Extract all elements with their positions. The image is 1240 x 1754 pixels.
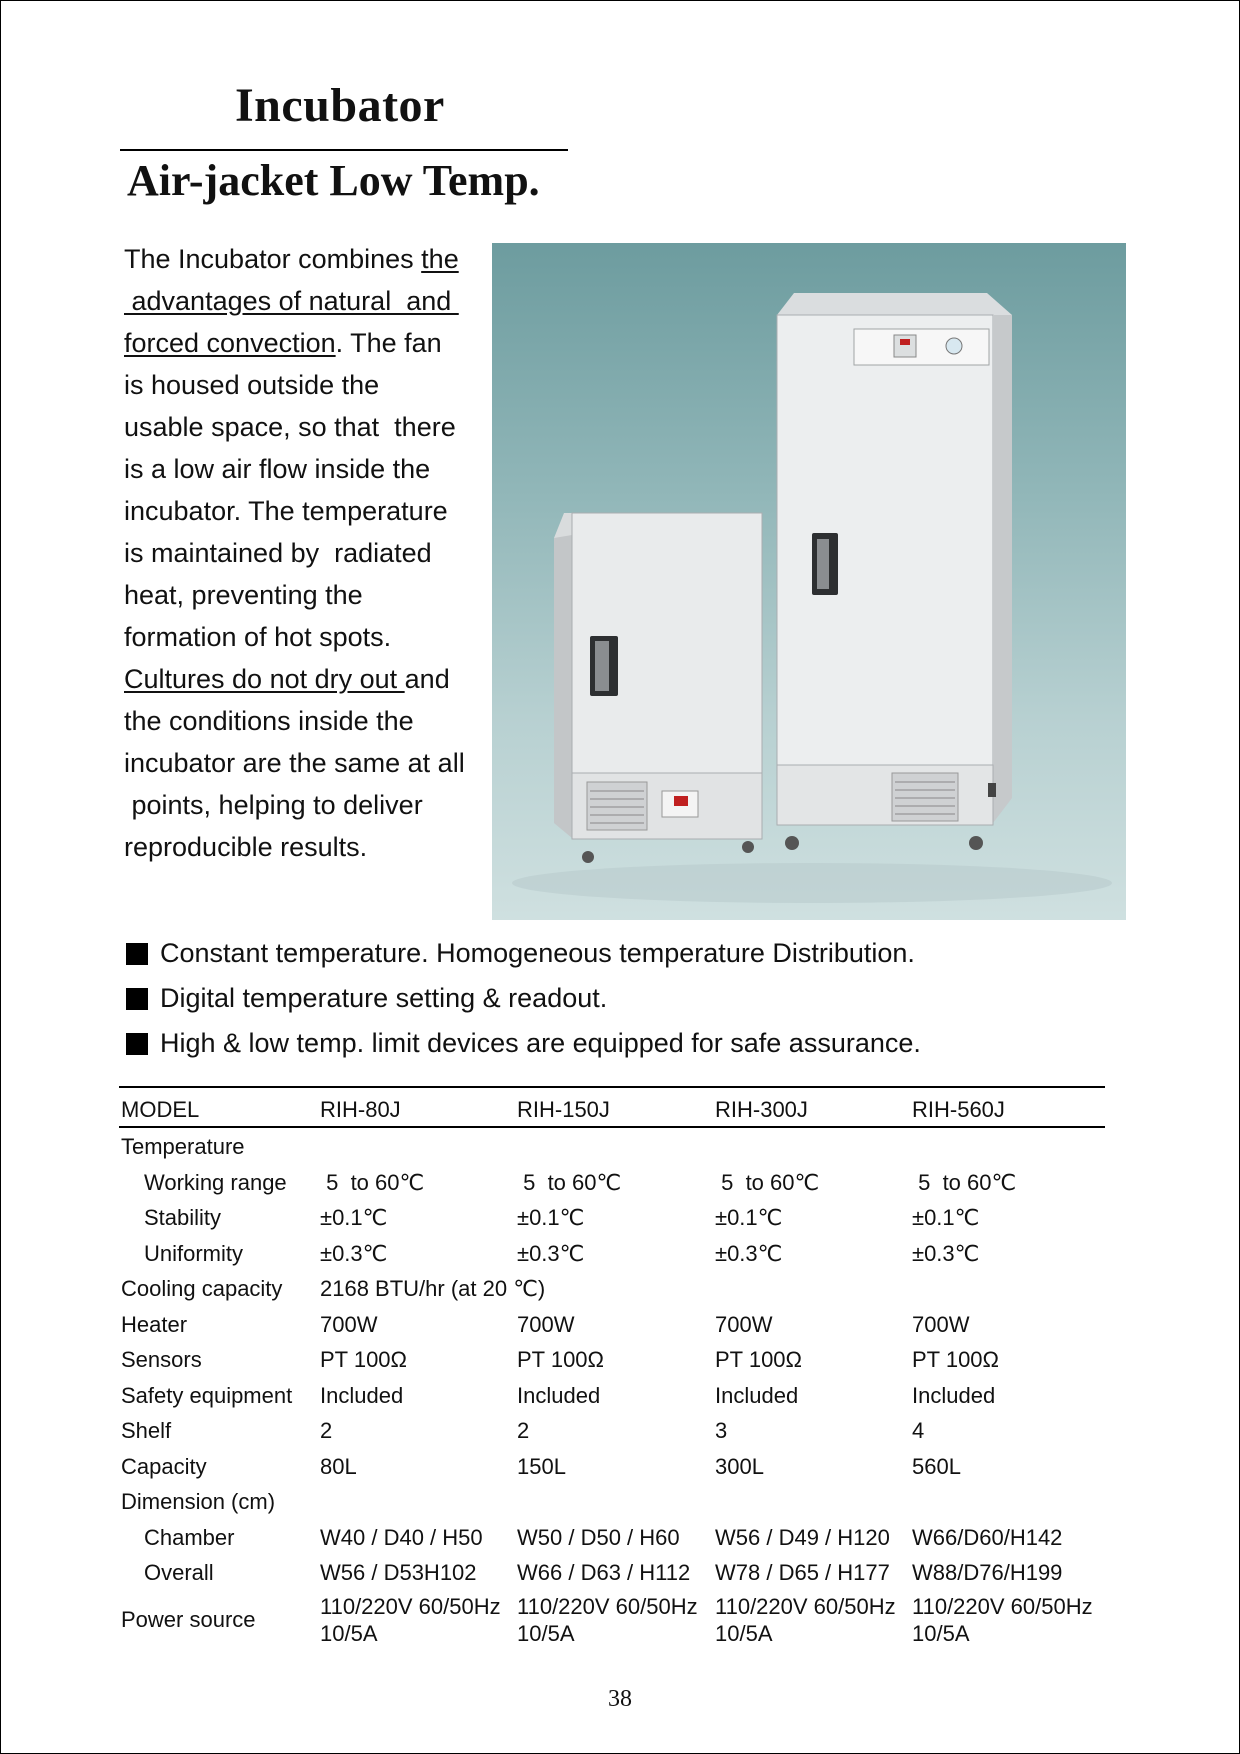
- row-label: Overall: [144, 1560, 214, 1585]
- intro-text: usable space, so that there: [124, 412, 456, 442]
- table-cell: ±0.3℃: [912, 1240, 980, 1266]
- underlined-text: forced convection: [124, 328, 336, 358]
- table-cell: 4: [912, 1418, 925, 1443]
- feature-item: [126, 931, 921, 976]
- intro-line: [124, 280, 494, 322]
- row-label: Capacity: [121, 1453, 207, 1479]
- intro-line: [124, 742, 494, 784]
- intro-text: is maintained by radiated: [124, 538, 432, 568]
- intro-line: [124, 490, 494, 532]
- row-label: Sensors: [121, 1347, 202, 1372]
- table-cell: ±0.1℃: [320, 1205, 388, 1230]
- intro-text: incubator are the same at all: [124, 748, 465, 778]
- row-label: Dimension (cm): [121, 1489, 276, 1514]
- intro-text: reproducible results.: [124, 832, 368, 862]
- table-row: [119, 1412, 1105, 1448]
- underlined-text: advantages of natural and: [124, 286, 459, 316]
- table-cell: Included: [517, 1382, 601, 1408]
- intro-text: formation of hot spots.: [124, 622, 392, 652]
- row-label: Stability: [144, 1205, 222, 1230]
- table-row: [119, 1306, 1105, 1342]
- table-cell: 110/220V 60/50Hz 10/5A: [912, 1593, 1093, 1646]
- table-row: [119, 1235, 1105, 1271]
- table-cell: 110/220V 60/50Hz 10/5A: [715, 1593, 896, 1646]
- table-row: [119, 1519, 1105, 1555]
- intro-text: . The fan: [335, 328, 442, 358]
- table-cell: 2: [320, 1418, 333, 1443]
- intro-text: the conditions inside the: [124, 706, 414, 736]
- specification-table: [119, 1086, 1105, 1644]
- intro-text: is housed outside the: [124, 370, 380, 400]
- page-subtitle: Air-jacket Low Temp.: [127, 156, 540, 205]
- header-cell: RIH-80J: [320, 1097, 401, 1122]
- intro-text: heat, preventing the: [124, 580, 363, 610]
- table-cell: ±0.3℃: [517, 1240, 585, 1266]
- table-cell: 150L: [517, 1453, 566, 1479]
- row-label: Cooling capacity: [121, 1276, 283, 1301]
- table-row: [119, 1554, 1105, 1590]
- table-row: [119, 1164, 1105, 1200]
- header-cell: RIH-560J: [912, 1097, 1005, 1122]
- large-incubator: [777, 293, 1012, 850]
- table-row: [119, 1483, 1105, 1519]
- table-cell: 2: [517, 1418, 530, 1443]
- intro-line: [124, 574, 494, 616]
- table-cell: 5 to 60℃: [320, 1169, 425, 1195]
- intro-line: [124, 784, 494, 826]
- intro-text: incubator. The temperature: [124, 496, 448, 526]
- table-cell: PT 100Ω: [912, 1347, 999, 1372]
- table-body: [119, 1128, 1105, 1590]
- feature-item: [126, 976, 921, 1021]
- table-cell: PT 100Ω: [517, 1347, 604, 1372]
- table-row: [119, 1448, 1105, 1484]
- table-cell: W66/D60/H142: [912, 1524, 1063, 1550]
- table-cell: ±0.3℃: [320, 1240, 388, 1266]
- bullet-square-icon: [126, 988, 148, 1010]
- table-cell: 110/220V 60/50Hz 10/5A: [517, 1593, 698, 1646]
- table-cell: ±0.1℃: [517, 1205, 585, 1230]
- table-cell: W56 / D49 / H120: [715, 1524, 890, 1550]
- intro-line: [124, 238, 494, 280]
- table-cell: ±0.1℃: [912, 1205, 980, 1230]
- row-label: Shelf: [121, 1418, 172, 1443]
- bullet-square-icon: [126, 943, 148, 965]
- table-cell: 560L: [912, 1453, 961, 1479]
- title-divider: [120, 149, 568, 151]
- table-cell: PT 100Ω: [320, 1347, 407, 1372]
- header-cell: RIH-300J: [715, 1097, 808, 1122]
- table-cell: 300L: [715, 1453, 764, 1479]
- table-row: [119, 1128, 1105, 1164]
- row-label: Chamber: [144, 1524, 235, 1550]
- feature-list: [126, 931, 921, 1066]
- table-row: [119, 1341, 1105, 1377]
- intro-line: [124, 406, 494, 448]
- feature-text: High & low temp. limit devices are equipped for safe assurance.: [160, 1028, 921, 1058]
- small-incubator: [554, 513, 762, 863]
- table-header-row: [119, 1088, 1105, 1126]
- underlined-text: Cultures do not dry out: [124, 664, 405, 694]
- table-cell: W88/D76/H199: [912, 1560, 1063, 1585]
- table-cell: ±0.1℃: [715, 1205, 783, 1230]
- underlined-text: the: [421, 244, 459, 274]
- intro-line: [124, 616, 494, 658]
- table-cell: Included: [715, 1382, 799, 1408]
- intro-paragraph: [124, 238, 494, 868]
- table-cell: 700W: [715, 1311, 773, 1337]
- table-row: [119, 1199, 1105, 1235]
- table-row-power: [119, 1590, 1105, 1644]
- page-number: 38: [608, 1686, 632, 1712]
- feature-text: Digital temperature setting & readout.: [160, 983, 608, 1013]
- intro-line: [124, 826, 494, 868]
- row-label: Working range: [144, 1169, 287, 1195]
- intro-line: [124, 532, 494, 574]
- table-cell: Included: [912, 1382, 996, 1408]
- table-cell: Included: [320, 1382, 404, 1408]
- table-cell: W50 / D50 / H60: [517, 1524, 680, 1550]
- intro-text: and: [404, 664, 450, 694]
- table-row: [119, 1270, 1105, 1306]
- table-cell: 700W: [320, 1311, 378, 1337]
- header-cell: MODEL: [121, 1097, 200, 1122]
- incubator-illustration: [492, 243, 1126, 920]
- row-label: Uniformity: [144, 1240, 244, 1266]
- table-row: [119, 1377, 1105, 1413]
- feature-text: Constant temperature. Homogeneous temperature Distribution.: [160, 938, 915, 968]
- table-cell: 3: [715, 1418, 728, 1443]
- row-label: Heater: [121, 1311, 188, 1337]
- table-cell: W78 / D65 / H177: [715, 1560, 890, 1585]
- page-title: Incubator: [235, 79, 445, 132]
- table-cell: ±0.3℃: [715, 1240, 783, 1266]
- table-cell: 2168 BTU/hr (at 20 ℃): [320, 1276, 546, 1301]
- table-cell: 110/220V 60/50Hz 10/5A: [320, 1593, 501, 1646]
- table-cell: 700W: [517, 1311, 575, 1337]
- intro-text: points, helping to deliver: [124, 790, 423, 820]
- table-cell: W56 / D53H102: [320, 1560, 477, 1585]
- intro-line: [124, 448, 494, 490]
- table-cell: PT 100Ω: [715, 1347, 802, 1372]
- table-cell: W40 / D40 / H50: [320, 1524, 483, 1550]
- intro-line: [124, 658, 494, 700]
- table-cell: 5 to 60℃: [715, 1169, 820, 1195]
- row-label: Temperature: [121, 1134, 245, 1159]
- intro-line: [124, 322, 494, 364]
- header-cell: RIH-150J: [517, 1097, 610, 1122]
- intro-text: is a low air flow inside the: [124, 454, 431, 484]
- table-cell: 5 to 60℃: [912, 1169, 1017, 1195]
- table-cell: 700W: [912, 1311, 970, 1337]
- feature-item: [126, 1021, 921, 1066]
- table-cell: 80L: [320, 1453, 357, 1479]
- bullet-square-icon: [126, 1033, 148, 1055]
- product-photo: [492, 243, 1126, 920]
- table-cell: W66 / D63 / H112: [517, 1560, 691, 1585]
- intro-line: [124, 700, 494, 742]
- intro-text: The Incubator combines: [124, 244, 422, 274]
- row-label: Safety equipment: [121, 1382, 293, 1408]
- row-label: Power source: [121, 1606, 256, 1632]
- table-cell: 5 to 60℃: [517, 1169, 622, 1195]
- intro-line: [124, 364, 494, 406]
